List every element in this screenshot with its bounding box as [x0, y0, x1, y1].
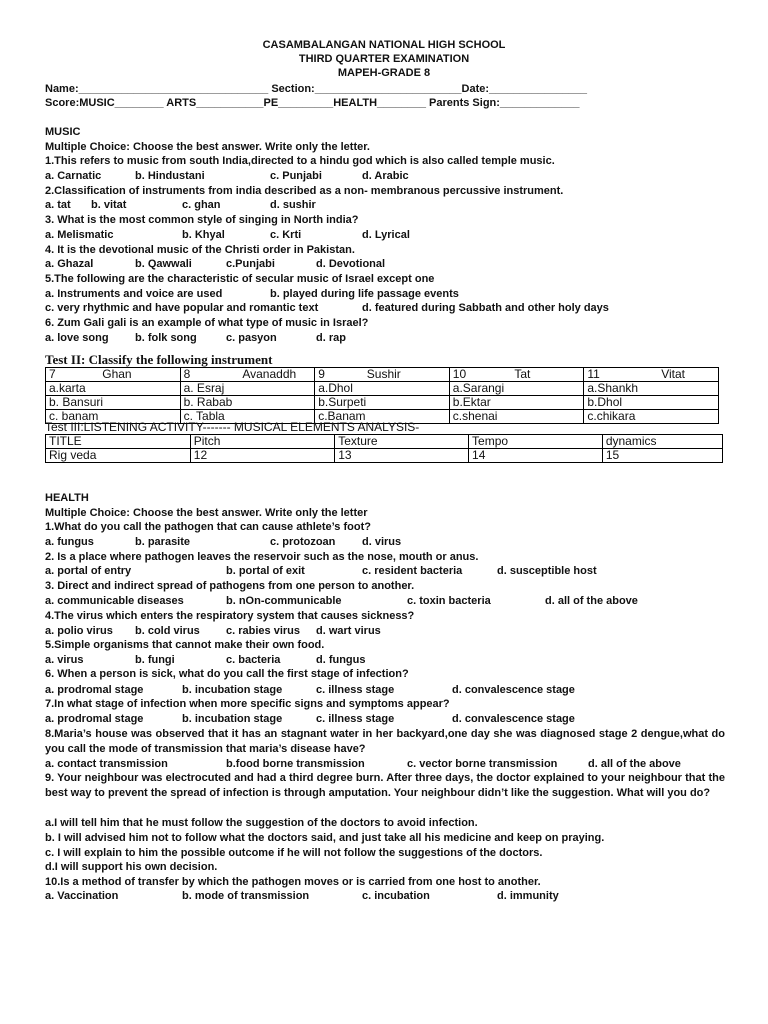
- header-number: 8: [183, 367, 191, 381]
- health-q4-option-a: a. polio virus: [45, 625, 113, 637]
- table-cell: a.Shankh: [584, 382, 719, 396]
- health-q4-option-b: b. cold virus: [135, 625, 200, 637]
- music-question-4: 4. It is the devotional music of the Christi order in Pakistan.: [45, 244, 355, 256]
- music-question-3: 3. What is the most common style of singing in North india?: [45, 214, 359, 226]
- health-q3-option-c: c. toxin bacteria: [407, 595, 491, 607]
- subject-title: MAPEH-GRADE 8: [337, 67, 431, 79]
- health-question-5: 5.Simple organisms that cannot make their own food.: [45, 639, 325, 651]
- health-q10-option-a: a. Vaccination: [45, 890, 119, 902]
- table-header: Texture: [335, 435, 469, 449]
- header-number: 9: [318, 367, 325, 381]
- health-q6-option-a: a. prodromal stage: [45, 684, 144, 696]
- header-label: Tat: [514, 367, 531, 381]
- health-q9-option-a: a.I will tell him that he must follow the suggestion of the doctors to avoid infection.: [45, 817, 478, 829]
- health-q6-option-b: b. incubation stage: [182, 684, 283, 696]
- table-cell: 14: [469, 449, 603, 463]
- table-cell: b. Rabab: [180, 396, 315, 410]
- table-header: Pitch: [190, 435, 334, 449]
- test3-title: Test III:LISTENING ACTIVITY------- MUSICAL ELEMENTS ANALYSIS-: [45, 420, 420, 434]
- header-cell-sushir: [315, 368, 450, 382]
- test2-title: Test II: Classify the following instrument: [45, 352, 273, 367]
- health-q9-option-b: b. I will advised him not to follow what the doctors said, and just take all his medicine and keep on praying.: [45, 832, 605, 844]
- health-question-10: 10.Is a method of transfer by which the pathogen moves or is carried from one host to another.: [45, 876, 541, 888]
- health-q8-option-d: d. all of the above: [588, 758, 681, 770]
- music-q5-option-b: b. played during life passage events: [270, 288, 459, 300]
- music-q4-option-d: d. Devotional: [316, 258, 386, 270]
- table-cell: b.Dhol: [584, 396, 719, 410]
- health-q4-option-c: c. rabies virus: [226, 625, 300, 637]
- health-q5-option-a: a. virus: [45, 654, 84, 666]
- health-q5-option-b: b. fungi: [135, 654, 175, 666]
- music-q6-option-c: c. pasyon: [226, 332, 277, 344]
- health-instruction: Multiple Choice: Choose the best answer. Write only the letter: [45, 507, 368, 519]
- table-header: Tempo: [469, 435, 603, 449]
- health-q10-option-c: c. incubation: [362, 890, 430, 902]
- health-question-7: 7.In what stage of infection when more specific signs and symptoms appear?: [45, 698, 450, 710]
- table-cell: 13: [335, 449, 469, 463]
- health-q4-option-d: d. wart virus: [316, 625, 381, 637]
- health-question-4: 4.The virus which enters the respiratory system that causes sickness?: [45, 610, 415, 622]
- music-q5-option-c: c. very rhythmic and have popular and romantic text: [45, 302, 319, 314]
- music-q1-option-d: d. Arabic: [362, 170, 409, 182]
- listening-table: [45, 434, 723, 463]
- health-q7-option-a: a. prodromal stage: [45, 713, 144, 725]
- classification-row: [46, 396, 719, 410]
- health-q2-option-a: a. portal of entry: [45, 565, 132, 577]
- table-cell: a.Sarangi: [449, 382, 584, 396]
- music-q4-option-b: b. Qawwali: [135, 258, 192, 270]
- music-q4-option-c: c.Punjabi: [226, 258, 275, 270]
- music-q3-option-b: b. Khyal: [182, 229, 225, 241]
- table-cell: c.chikara: [584, 410, 719, 424]
- health-q3-option-b: b. nOn-communicable: [226, 595, 342, 607]
- music-q6-option-d: d. rap: [316, 332, 346, 344]
- music-q6-option-b: b. folk song: [135, 332, 197, 344]
- health-q8-option-c: c. vector borne transmission: [407, 758, 558, 770]
- music-question-1: 1.This refers to music from south India,directed to a hindu god which is also called temple music.: [45, 155, 555, 167]
- table-cell: b. Bansuri: [46, 396, 181, 410]
- table-cell: b.Surpeti: [315, 396, 450, 410]
- health-section-title: HEALTH: [45, 492, 89, 504]
- table-cell: c. Tabla: [180, 410, 315, 424]
- music-q6-option-a: a. love song: [45, 332, 109, 344]
- music-q3-option-c: c. Krti: [270, 229, 302, 241]
- music-q2-option-a: a. tat: [45, 199, 71, 211]
- table-cell: a.karta: [46, 382, 181, 396]
- classification-header-row: [46, 368, 719, 382]
- health-q1-option-d: d. virus: [362, 536, 402, 548]
- header-number: 11: [587, 367, 600, 381]
- health-q10-option-d: d. immunity: [497, 890, 559, 902]
- health-q2-option-d: d. susceptible host: [497, 565, 597, 577]
- health-question-2: 2. Is a place where pathogen leaves the reservoir such as the nose, mouth or anus.: [45, 551, 479, 563]
- classification-table: [45, 367, 719, 424]
- music-question-5: 5.The following are the characteristic of secular music of Israel except one: [45, 273, 435, 285]
- health-q3-option-a: a. communicable diseases: [45, 595, 184, 607]
- health-q1-option-c: c. protozoan: [270, 536, 336, 548]
- health-question-8: 8.Maria’s house was observed that it has an stagnant water in her backyard,one day she was diagnosed stage 2 dengue,what do you call the mode of transmission that maria’s disease have?: [45, 728, 725, 755]
- music-question-6: 6. Zum Gali gali is an example of what type of music in Israel?: [45, 317, 369, 329]
- health-q1-option-a: a. fungus: [45, 536, 94, 548]
- health-q8-option-a: a. contact transmission: [45, 758, 168, 770]
- table-cell: b.Ektar: [449, 396, 584, 410]
- health-q7-option-c: c. illness stage: [316, 713, 395, 725]
- health-q7-option-d: d. convalescence stage: [452, 713, 575, 725]
- health-q6-option-c: c. illness stage: [316, 684, 395, 696]
- table-cell: c.Banam: [315, 410, 450, 424]
- health-q7-option-b: b. incubation stage: [182, 713, 283, 725]
- music-q1-option-c: c. Punjabi: [270, 170, 322, 182]
- header-label: Sushir: [366, 367, 401, 381]
- health-q3-option-d: d. all of the above: [545, 595, 638, 607]
- header-cell-ghan: [46, 368, 181, 382]
- health-q6-option-d: d. convalescence stage: [452, 684, 575, 696]
- music-q2-option-c: c. ghan: [182, 199, 221, 211]
- table-header: dynamics: [602, 435, 722, 449]
- header-number: 10: [452, 367, 467, 381]
- table-cell: a. Esraj: [180, 382, 315, 396]
- table-cell: c.shenai: [449, 410, 584, 424]
- health-question-6: 6. When a person is sick, what do you call the first stage of infection?: [45, 668, 409, 680]
- header-cell-avanaddh: [180, 368, 315, 382]
- music-q2-option-b: b. vitat: [91, 199, 127, 211]
- music-q3-option-a: a. Melismatic: [45, 229, 114, 241]
- health-q9-option-c: c. I will explain to him the possible outcome if he will not follow the suggestions of the doctors.: [45, 847, 543, 859]
- health-q10-option-b: b. mode of transmission: [182, 890, 310, 902]
- header-cell-vitat: [584, 368, 719, 382]
- student-info-line: Name:_______________________________ Section:________________________Date:________________: [45, 83, 587, 95]
- header-label: Avanaddh: [242, 367, 297, 381]
- health-q2-option-c: c. resident bacteria: [362, 565, 463, 577]
- music-q1-option-a: a. Carnatic: [45, 170, 102, 182]
- music-q4-option-a: a. Ghazal: [45, 258, 94, 270]
- health-question-3: 3. Direct and indirect spread of pathogens from one person to another.: [45, 580, 415, 592]
- school-name: CASAMBALANGAN NATIONAL HIGH SCHOOL: [262, 39, 506, 51]
- health-q1-option-b: b. parasite: [135, 536, 191, 548]
- classification-row: [46, 382, 719, 396]
- music-section-title: MUSIC: [45, 126, 81, 138]
- header-number: 7: [49, 367, 56, 381]
- health-q5-option-c: c. bacteria: [226, 654, 281, 666]
- listening-header-row: [46, 435, 723, 449]
- music-q1-option-b: b. Hindustani: [135, 170, 205, 182]
- score-line: Score:MUSIC________ ARTS___________PE_________HEALTH________ Parents Sign:_____________: [45, 97, 580, 109]
- music-q3-option-d: d. Lyrical: [362, 229, 410, 241]
- health-question-1: 1.What do you call the pathogen that can cause athlete’s foot?: [45, 521, 371, 533]
- music-instruction: Multiple Choice: Choose the best answer. Write only the letter.: [45, 141, 370, 153]
- table-cell: a.Dhol: [315, 382, 450, 396]
- music-q5-option-a: a. Instruments and voice are used: [45, 288, 223, 300]
- header-label: Vitat: [661, 367, 685, 381]
- header-cell-tat: [449, 368, 584, 382]
- table-cell: 15: [602, 449, 722, 463]
- table-cell: c. banam: [46, 410, 181, 424]
- listening-row: [46, 449, 723, 463]
- health-q8-option-b: b.food borne transmission: [226, 758, 365, 770]
- header-label: Ghan: [102, 367, 132, 381]
- table-cell: Rig veda: [46, 449, 191, 463]
- table-cell: 12: [190, 449, 334, 463]
- health-q5-option-d: d. fungus: [316, 654, 366, 666]
- music-q5-option-d: d. featured during Sabbath and other holy days: [362, 302, 609, 314]
- music-question-2: 2.Classification of instruments from india described as a non- membranous percussive instrument.: [45, 185, 564, 197]
- health-question-9: 9. Your neighbour was electrocuted and had a third degree burn. After three days, the doctor explained to your neighbour that the best way to prevent the spread of infection is through amputation. Your neighbour didn’t like the suggestion. What will you do?: [45, 772, 725, 799]
- health-q9-option-d: d.I will support his own decision.: [45, 861, 218, 873]
- music-q2-option-d: d. sushir: [270, 199, 316, 211]
- table-header: TITLE: [46, 435, 191, 449]
- health-q2-option-b: b. portal of exit: [226, 565, 305, 577]
- exam-title: THIRD QUARTER EXAMINATION: [298, 53, 470, 65]
